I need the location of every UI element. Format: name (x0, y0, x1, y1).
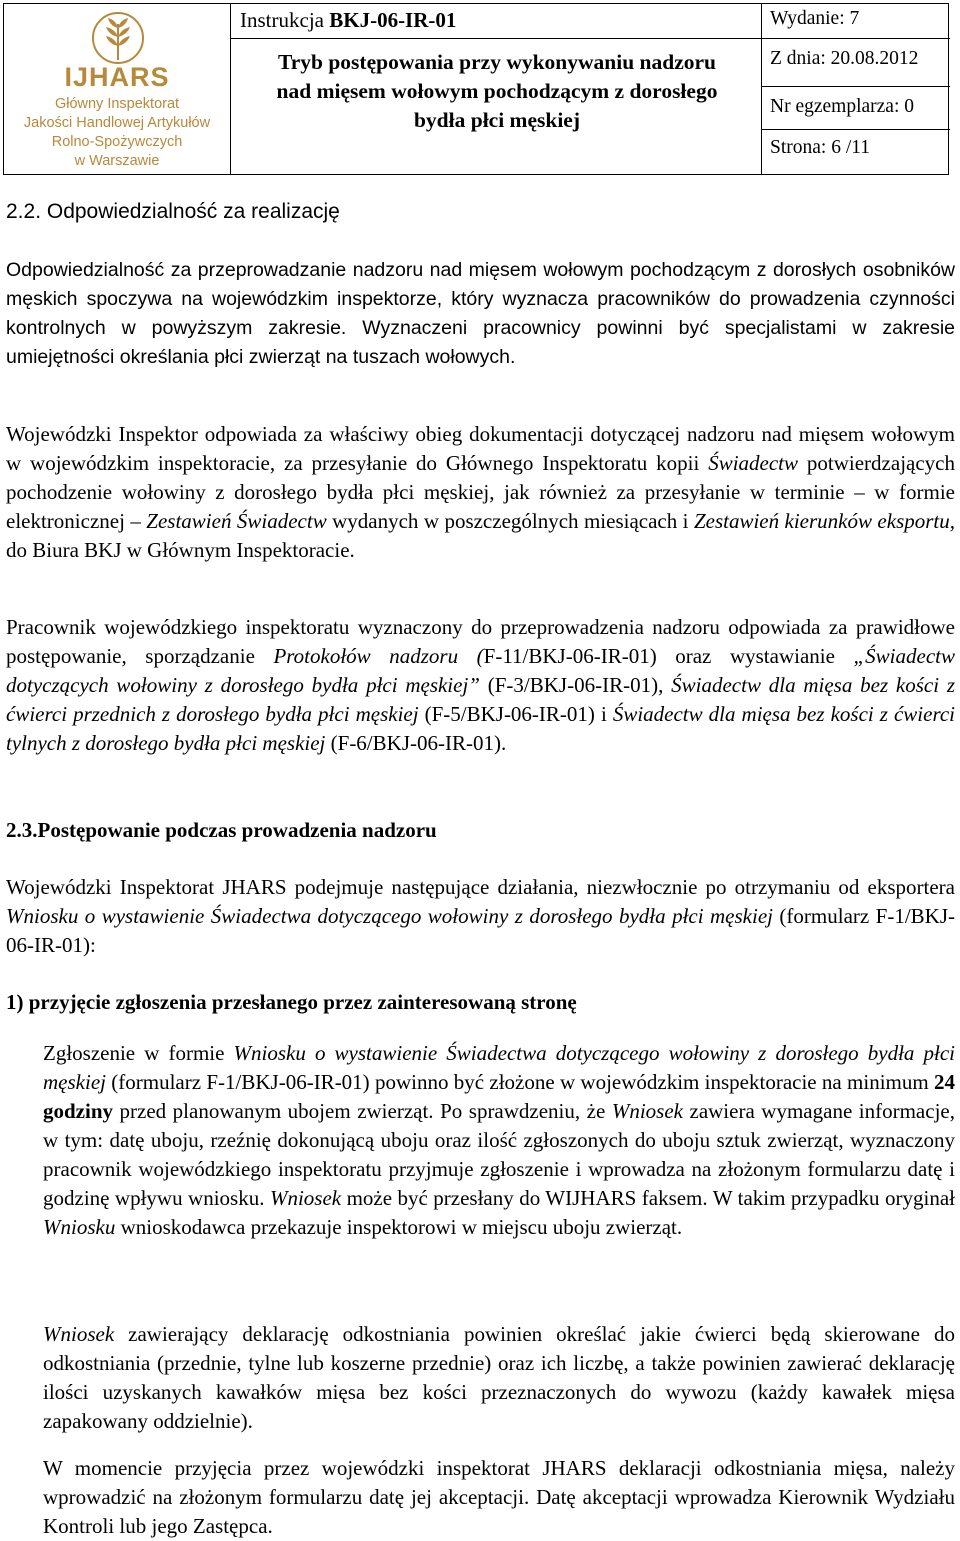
paragraph: Pracownik wojewódzkiego inspektoratu wyznaczony do przeprowadzenia nadzoru odpowiada za prawidłowe postępowanie, sporządzanie Protokołów nadzoru (F-11/BKJ-06-IR-01) oraz wystawianie „Świadectw dotyczących wołowiny z dorosłego bydła płci męskiej” (F-3/BKJ-06-IR-01), Świadectw dla mięsa bez kości z ćwierci przednich z dorosłego bydła płci męskiej (F-5/BKJ-06-IR-01) i Świadectw dla mięsa bez kości z ćwierci tylnych z dorosłego bydła płci męskiej (F-6/BKJ-06-IR-01). (6, 615, 956, 755)
paragraph: Odpowiedzialność za przeprowadzanie nadzoru nad mięsem wołowym pochodzącym z dorosłych osobników męskich spoczywa na wojewódzkim inspektorze, który wyznacza pracowników do prowadzenia czynności kontrolnych w powyższym zakresie. Wyznaczeni pracownicy powinni być specjalistami w zakresie umiejętności określania płci zwierząt na tuszach wołowych. (6, 259, 955, 368)
section-heading: 2.2. Odpowiedzialność za realizację (6, 200, 340, 223)
date-label: Z dnia: 20.08.2012 (770, 48, 919, 69)
header-divider (761, 129, 950, 130)
paragraph: Wojewódzki Inspektor odpowiada za właściwy obieg dokumentacji dotyczącej nadzoru nad mięsem wołowym w wojewódzkim inspektoracie, za przesyłanie do Głównego Inspektoratu kopii Świadectw potwierdzających pochodzenie wołowiny z dorosłego bydła płci męskiej, jak również za przesyłanie w terminie – w formie elektronicznej – Zestawień Świadectw wydanych w poszczególnych miesiącach i Zestawień kierunków eksportu, do Biura BKJ w Głównym Inspektoracie. (6, 422, 955, 562)
paragraph: Wojewódzki Inspektorat JHARS podejmuje następujące działania, niezwłocznie po otrzymaniu od eksportera Wniosku o wystawienie Świadectwa dotyczącego wołowiny z dorosłego bydła płci męskiej (formularz F-1/BKJ-06-IR-01): (6, 875, 955, 957)
paragraph: Zgłoszenie w formie Wniosku o wystawienie Świadectwa dotyczącego wołowiny z dorosłego bydła płci męskiej (formularz F-1/BKJ-06-IR-01) powinno być złożone w wojewódzkim inspektoracie na minimum 24 godziny przed planowanym ubojem zwierząt. Po sprawdzeniu, że Wniosek zawiera wymagane informacje, w tym: datę uboju, rzeźnię dokonującą uboju oraz ilość zgłoszonych do uboju sztuk zwierząt, wyznaczony pracownik wojewódzkiego inspektoratu przyjmuje zgłoszenie i wprowadza na złożonym formularzu datę i godzinę wpływu wniosku. Wniosek może być przesłany do WIJHARS faksem. W takim przypadku oryginał Wniosku wnioskodawca przekazuje inspektorowi w miejscu uboju zwierząt. (43, 1041, 955, 1239)
org-name-line: Rolno-Spożywczych (51, 134, 183, 150)
document-header (3, 3, 949, 175)
title-line: Tryb postępowania przy wykonywaniu nadzoru (277, 50, 717, 74)
section-heading: 2.3.Postępowanie podczas prowadzenia nadzoru (6, 818, 437, 842)
org-name-line: w Warszawie (74, 153, 160, 169)
org-name-line: Jakości Handlowej Artykułów (23, 115, 211, 131)
page-number-label: Strona: 6 /11 (770, 137, 871, 158)
logo-text: IJHARS (64, 62, 170, 92)
header-divider (761, 86, 950, 87)
title-line: nad mięsem wołowym pochodzącym z dorosłego (276, 79, 718, 103)
wheat-logo-icon (90, 10, 146, 66)
logo-block (4, 4, 230, 173)
instruction-prefix: Instrukcja (240, 8, 330, 32)
edition-label: Wydanie: 7 (770, 8, 860, 29)
title-line: bydła płci męskiej (413, 108, 581, 132)
list-item-heading: 1) przyjęcie zgłoszenia przesłanego przez zainteresowaną stronę (6, 990, 577, 1014)
document-title (230, 48, 764, 135)
instruction-label (240, 8, 760, 33)
paragraph: W momencie przyjęcia przez wojewódzki inspektorat JHARS deklaracji odkostniania mięsa, należy wprowadzić na złożonym formularzu datę jej akceptacji. Datę akceptacji wprowadza Kierownik Wydziału Kontroli lub jego Zastępca. (43, 1456, 955, 1538)
instruction-code: BKJ-06-IR-01 (329, 8, 457, 32)
header-divider (761, 38, 950, 39)
copy-number-label: Nr egzemplarza: 0 (770, 96, 915, 117)
paragraph: Wniosek zawierający deklarację odkostniania powinien określać jakie ćwierci będą skierowane do odkostniania (przednie, tylne lub koszerne przednie) oraz ich liczbę, a także powinien zawierać deklarację ilości uzyskanych kawałków mięsa bez kości przeznaczonych do wywozu (każdy kawałek mięsa zapakowany oddzielnie). (43, 1322, 955, 1433)
header-divider (230, 38, 761, 39)
org-name-line: Główny Inspektorat (54, 96, 180, 112)
